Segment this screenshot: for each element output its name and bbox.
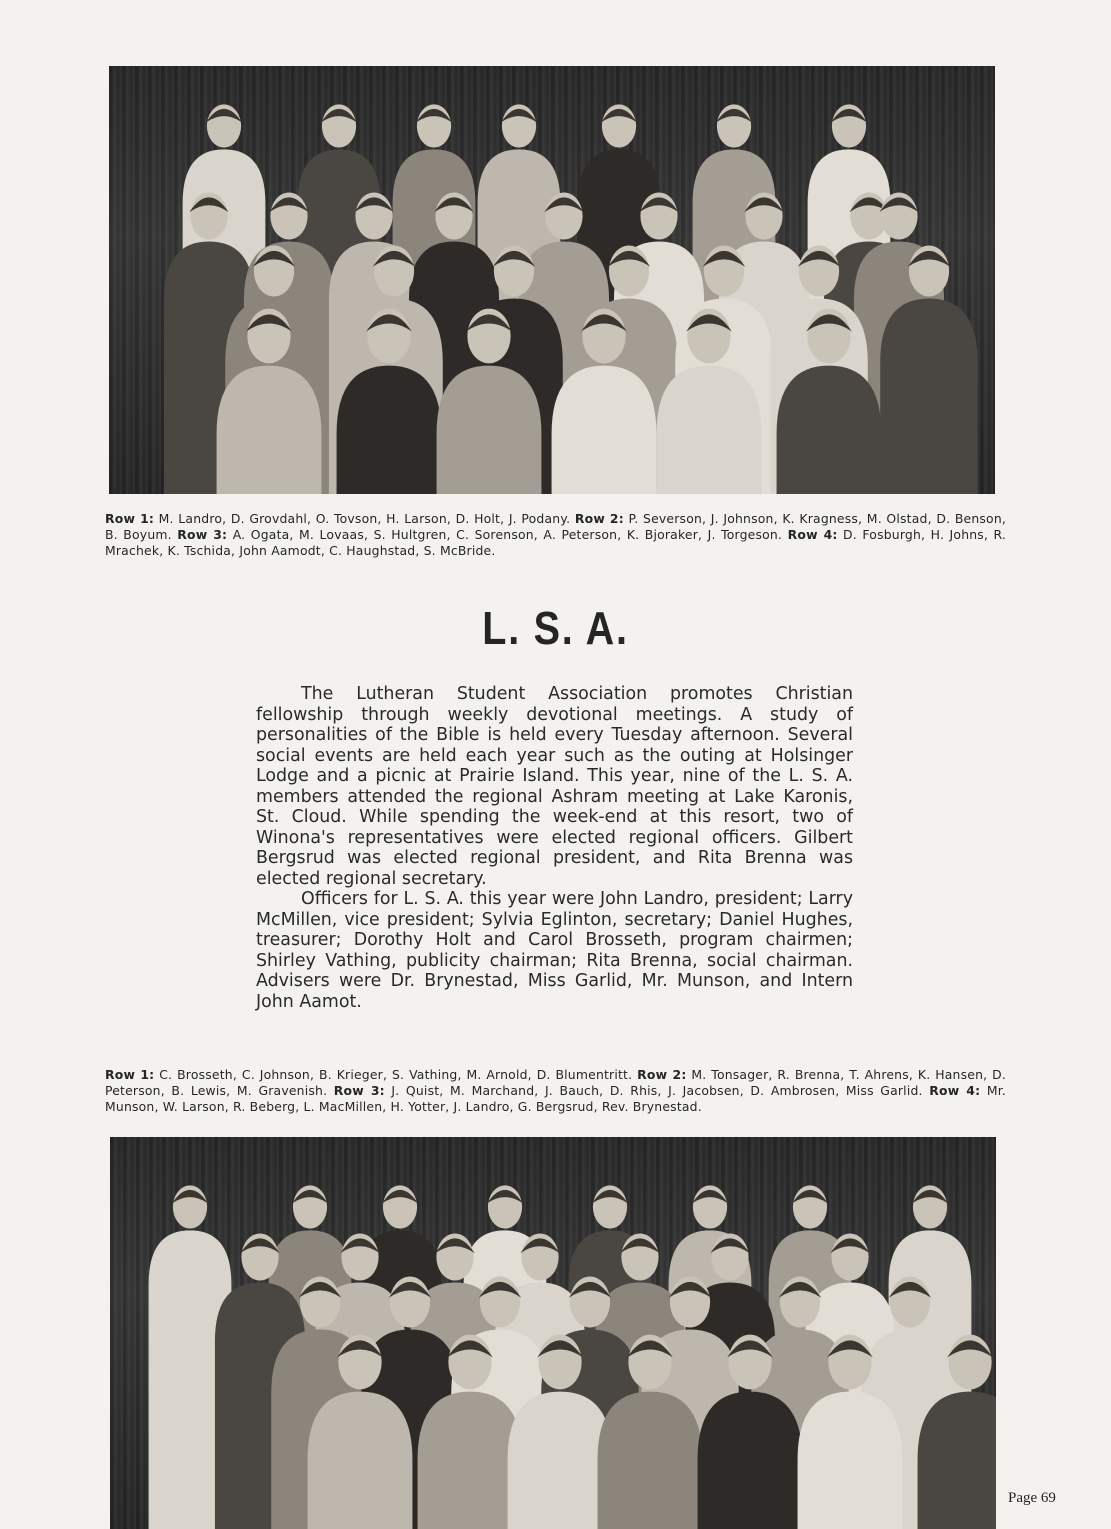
caption-row-names: C. Brosseth, C. Johnson, B. Krieger, S. Vathing, M. Arnold, D. Blumentritt. [159,1067,633,1082]
group-photo-top [109,66,995,494]
caption-row-names: M. Tonsager, R. Brenna, T. Ahrens, K. Hansen, D. Peterson, B. Lewis, M. Gravenish. [105,1067,1007,1098]
body-paragraph: Officers for L. S. A. this year were John Landro, president; Larry McMillen, vice president; Sylvia Eglinton, secretary; Daniel Hughes, treasurer; Dorothy Holt and Carol Brosseth, program chairmen; Shirley Vathing, publicity chairman; Rita Brenna, social chairman. Advisers were Dr. Brynestad, Miss Garlid, Mr. Munson, and Intern John Aamot. [256,889,853,1012]
caption-row-label: Row 2: [574,511,624,526]
caption-row-names: J. Quist, M. Marchand, J. Bauch, D. Rhis, J. Jacobsen, D. Ambrosen, Miss Garlid. [391,1083,923,1098]
page-title: L. S. A. [482,602,629,654]
caption-row-label: Row 1: [105,511,155,526]
caption-row-names: M. Landro, D. Grovdahl, O. Tovson, H. Larson, D. Holt, J. Podany. [158,511,571,526]
caption-row-label: Row 1: [105,1067,155,1082]
article-body [256,684,853,1012]
caption-row-label: Row 3: [333,1083,385,1098]
caption-row-names: D. Fosburgh, H. Johns, R. Mrachek, K. Tschida, John Aamodt, C. Haughstad, S. McBride. [105,527,1007,558]
body-paragraph: The Lutheran Student Association promotes Christian fellowship through weekly devotional meetings. A study of personalities of the Bible is held every Tuesday afternoon. Several social events are held each year such as the outing at Holsinger Lodge and a picnic at Prairie Island. This year, nine of the L. S. A. members attended the regional Ashram meeting at Lake Karonis, St. Cloud. While spending the week-end at this resort, two of Winona's representatives were elected regional officers. Gilbert Bergsrud was elected regional president, and Rita Brenna was elected regional secretary. [256,684,853,889]
bottom-photo-caption [105,1067,1006,1115]
page-number: Page 69 [1008,1490,1056,1506]
caption-row-names: A. Ogata, M. Lovaas, S. Hultgren, C. Sorenson, A. Peterson, K. Bjoraker, J. Torgeson. [232,527,783,542]
group-photo-bottom-figures [110,1137,996,1529]
caption-row-names: P. Severson, J. Johnson, K. Kragness, M. Olstad, D. Benson, B. Boyum. [105,511,1007,542]
caption-row-label: Row 4: [929,1083,981,1098]
group-photo-top-figures [109,66,995,494]
caption-row-label: Row 4: [787,527,838,542]
caption-row-label: Row 3: [177,527,228,542]
caption-row-names: Mr. Munson, W. Larson, R. Beberg, L. MacMillen, H. Yotter, J. Landro, G. Bergsrud, Rev. Brynestad. [105,1083,1006,1114]
top-photo-caption [105,511,1006,559]
group-photo-bottom [110,1137,996,1529]
caption-row-label: Row 2: [637,1067,687,1082]
